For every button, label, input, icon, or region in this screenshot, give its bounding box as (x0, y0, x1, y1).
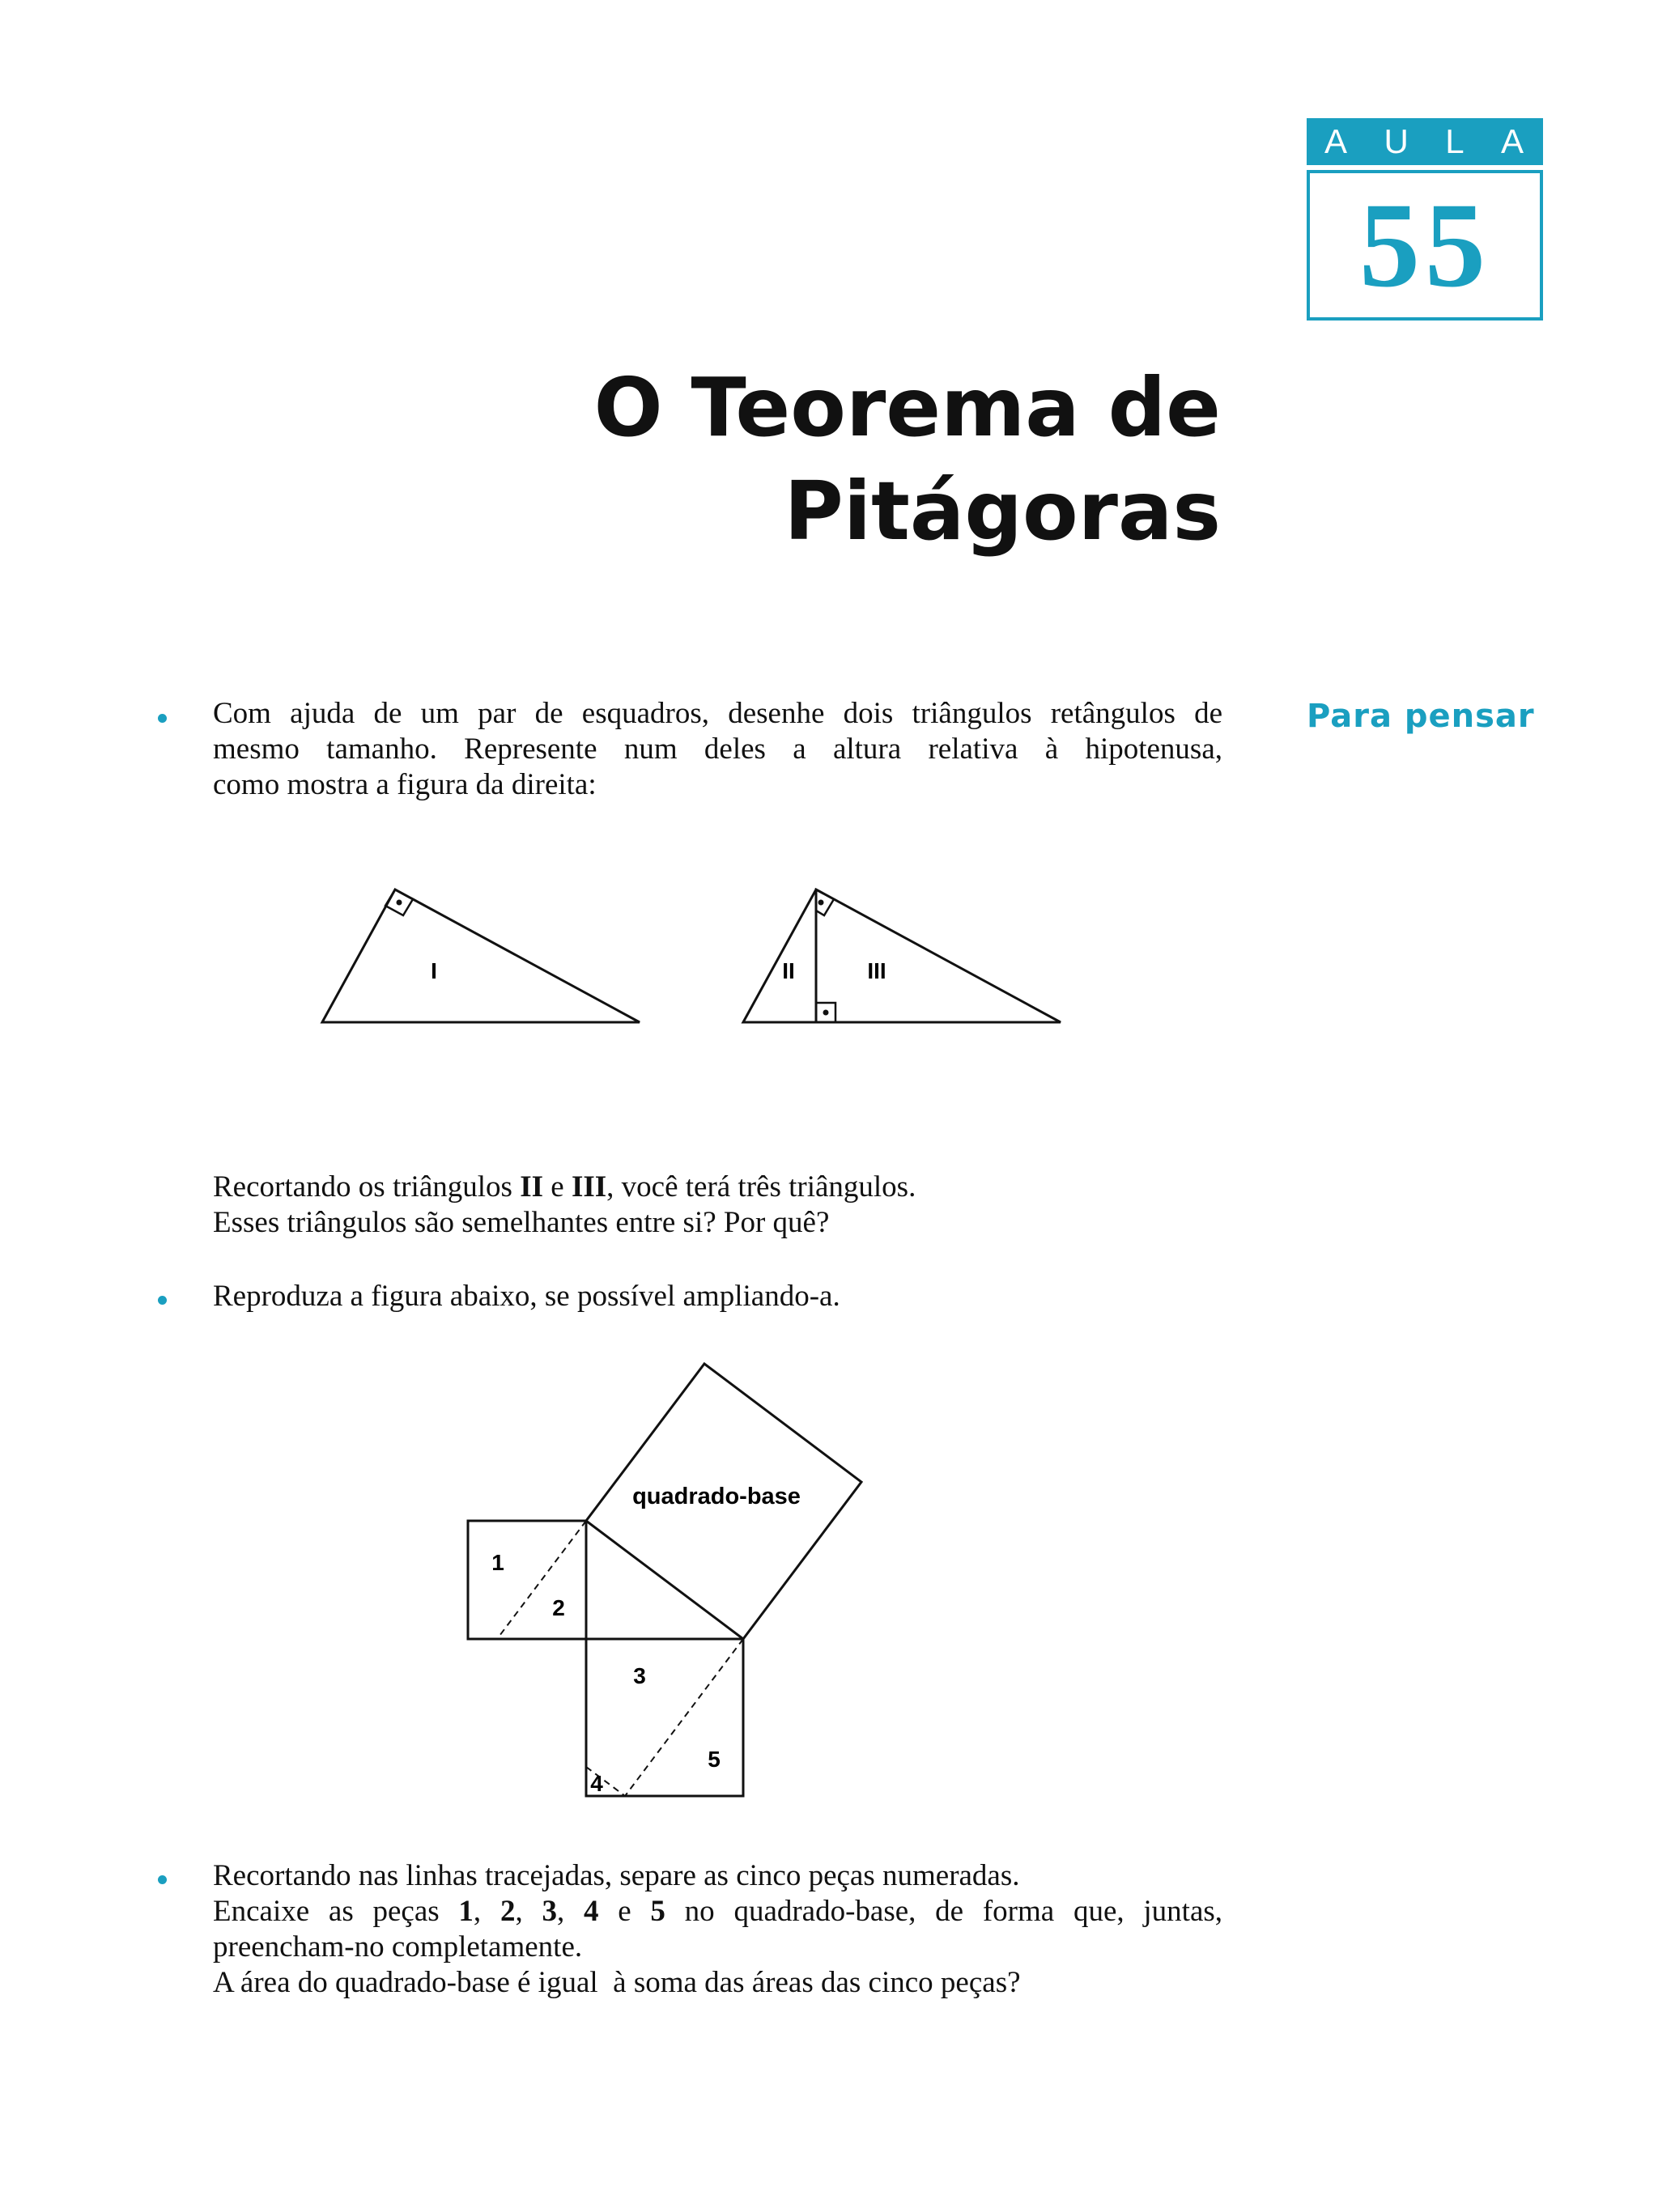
title-line-2: Pitágoras (784, 464, 1221, 558)
text-run: Encaixe as peças (213, 1895, 459, 1928)
paragraph-1-line-2: mesmo tamanho. Represente num deles a altura relativa à hipotenusa, (213, 732, 1222, 766)
small-square (468, 1521, 586, 1639)
square-label: quadrado-base (632, 1484, 801, 1509)
paragraph-4-line-1: Recortando nas linhas tracejadas, separe as cinco peças numeradas. (213, 1859, 1020, 1892)
piece-label-5: 5 (708, 1747, 721, 1772)
medium-square (586, 1639, 743, 1796)
text-run: , (515, 1895, 542, 1928)
paragraph-1-line-3: como mostra a figura da direita: (213, 768, 597, 801)
bold-number: 5 (650, 1895, 665, 1928)
cut-line (497, 1521, 586, 1639)
piece-label-2: 2 (552, 1595, 565, 1620)
piece-label-3: 3 (633, 1663, 646, 1688)
paragraph-4-line-3: preencham-no completamente. (213, 1930, 583, 1964)
paragraph-2-line-2: Esses triângulos são semelhantes entre si? Por quê? (213, 1206, 830, 1239)
bold-number: 2 (500, 1895, 516, 1928)
paragraph-4-line-2 (213, 1894, 1222, 1930)
bold-number: 1 (458, 1895, 474, 1928)
text-run: e (543, 1170, 572, 1204)
bold-roman-iii: III (571, 1170, 607, 1204)
paragraph-4 (213, 1858, 1222, 2001)
lesson-letter: A (1500, 122, 1525, 160)
triangle-label-ii: II (782, 958, 795, 983)
bold-number: 4 (583, 1895, 599, 1928)
text-run: , (556, 1895, 584, 1928)
lesson-letter: A (1324, 122, 1350, 160)
lesson-number: 55 (1307, 170, 1543, 321)
text-run: Recortando os triângulos (213, 1170, 521, 1204)
piece-label-1: 1 (491, 1550, 504, 1575)
lesson-letter: U (1384, 122, 1410, 160)
paragraph-3-line-1: Reproduza a figura abaixo, se possível ampliando-a. (213, 1280, 840, 1313)
text-run: , (473, 1895, 500, 1928)
piece-label-4: 4 (590, 1771, 603, 1796)
text-run: e (598, 1895, 651, 1928)
text-run: , você terá três triângulos. (606, 1170, 916, 1204)
paragraph-1-line-1: Com ajuda de um par de esquadros, desenhe dois triângulos retângulos de (213, 697, 1222, 730)
lesson-letter: L (1445, 122, 1466, 160)
triangle-label-i: I (431, 958, 437, 983)
bold-number: 3 (542, 1895, 557, 1928)
sidebar-heading: Para pensar (1307, 698, 1535, 735)
text-run: no quadrado-base, de forma que, juntas, (665, 1895, 1223, 1928)
title-line-1: O Teorema de (593, 360, 1221, 455)
bold-roman-ii: II (520, 1170, 543, 1204)
bullet-3 (158, 1875, 167, 1884)
paragraph-4-line-4: A área do quadrado-base é igual à soma das áreas das cinco peças? (213, 1966, 1021, 1999)
triangle-label-iii: III (867, 958, 886, 983)
